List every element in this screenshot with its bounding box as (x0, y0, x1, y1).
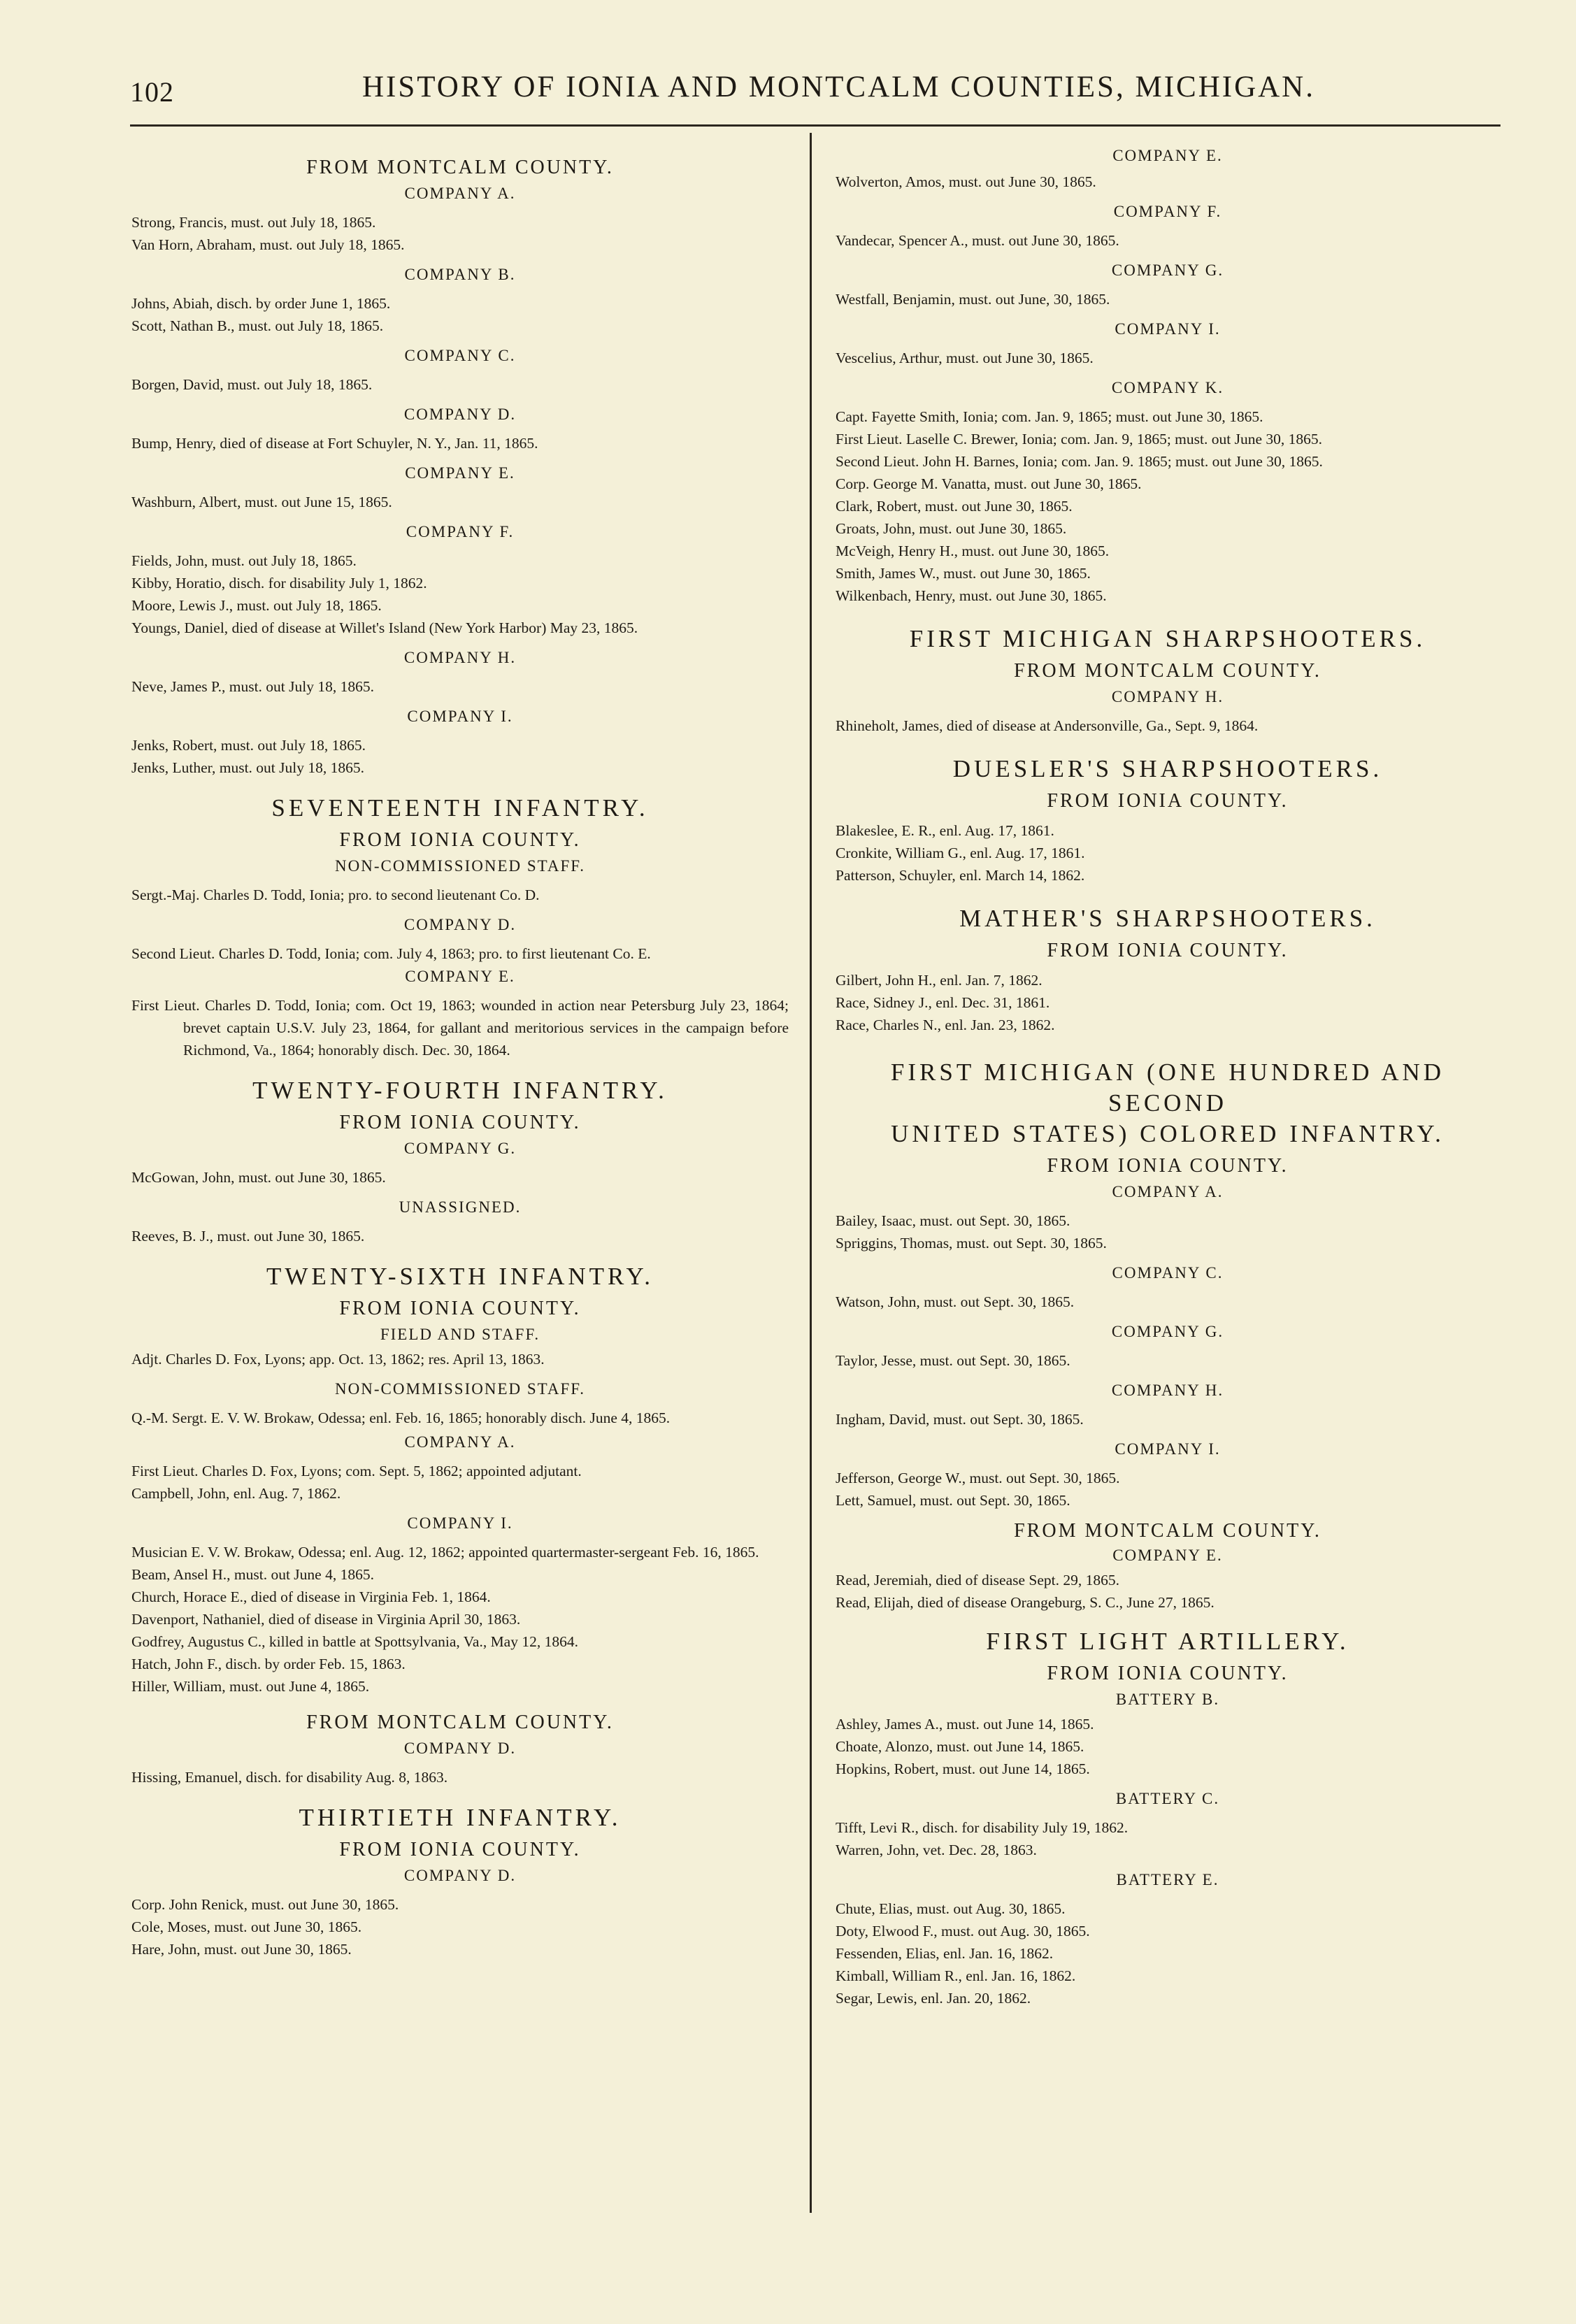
roster-entry: Borgen, David, must. out July 18, 1865. (131, 376, 373, 393)
roster-entry: Warren, John, vet. Dec. 28, 1863. (836, 1842, 1037, 1858)
roster-entry: Beam, Ansel H., must. out June 4, 1865. (131, 1566, 374, 1583)
staff-heading: NON-COMMISSIONED STAFF. (335, 1380, 585, 1398)
roster-entry: Tifft, Levi R., disch. for disability July 19, 1862. (836, 1819, 1129, 1836)
roster-entry: Kibby, Horatio, disch. for disability July 1, 1862. (131, 575, 427, 591)
roster-entry: Moore, Lewis J., must. out July 18, 1865. (131, 597, 382, 614)
regiment-heading: FIRST MICHIGAN (ONE HUNDRED AND SECOND (890, 1059, 1445, 1117)
roster-entry: Davenport, Nathaniel, died of disease in Virginia April 30, 1863. (131, 1611, 521, 1628)
company-heading: COMPANY H. (403, 649, 517, 666)
roster-entry: McVeigh, Henry H., must. out June 30, 1865. (836, 543, 1110, 559)
county-heading: FROM IONIA COUNTY. (339, 1839, 581, 1860)
roster-entry: Reeves, B. J., must. out June 30, 1865. (131, 1228, 365, 1245)
roster-entry: First Lieut. Charles D. Fox, Lyons; com. Sept. 5, 1862; appointed adjutant. (131, 1463, 582, 1479)
roster-entry: Capt. Fayette Smith, Ionia; com. Jan. 9, 1865; must. out June 30, 1865. (836, 408, 1263, 425)
roster-entry: Jenks, Robert, must. out July 18, 1865. (131, 737, 366, 754)
roster-entry: Jefferson, George W., must. out Sept. 30, 1865. (836, 1470, 1120, 1486)
county-heading: FROM IONIA COUNTY. (1047, 790, 1289, 812)
company-heading: COMPANY I. (1115, 1440, 1221, 1458)
roster-entry: McGowan, John, must. out June 30, 1865. (131, 1169, 386, 1186)
company-heading: COMPANY E. (1112, 1547, 1223, 1564)
roster-entry: Lett, Samuel, must. out Sept. 30, 1865. (836, 1492, 1070, 1509)
roster-entry: Cronkite, William G., enl. Aug. 17, 1861. (836, 845, 1085, 861)
company-heading: COMPANY I. (407, 708, 513, 725)
county-heading: FROM MONTCALM COUNTY. (306, 157, 614, 178)
battery-heading: BATTERY E. (1116, 1871, 1219, 1888)
roster-entry: Adjt. Charles D. Fox, Lyons; app. Oct. 13, 1862; res. April 13, 1863. (131, 1351, 545, 1368)
roster-entry: Race, Charles N., enl. Jan. 23, 1862. (836, 1017, 1055, 1033)
roster-entry: Westfall, Benjamin, must. out June, 30, 1865. (836, 291, 1110, 308)
column-divider (810, 133, 812, 2213)
company-heading: COMPANY E. (405, 968, 515, 985)
roster-entry: Watson, John, must. out Sept. 30, 1865. (836, 1293, 1075, 1310)
roster-entry: Choate, Alonzo, must. out June 14, 1865. (836, 1738, 1084, 1755)
roster-entry: Wolverton, Amos, must. out June 30, 1865. (836, 173, 1096, 190)
regiment-heading: DUESLER'S SHARPSHOOTERS. (952, 755, 1383, 782)
company-heading: COMPANY D. (403, 1867, 517, 1884)
header-rule (130, 124, 1500, 127)
roster-entry: Bailey, Isaac, must. out Sept. 30, 1865. (836, 1212, 1070, 1229)
company-heading: COMPANY D. (403, 406, 517, 423)
staff-heading: FIELD AND STAFF. (380, 1326, 540, 1343)
roster-entry: Hatch, John F., disch. by order Feb. 15, 1863. (131, 1656, 406, 1672)
company-heading: COMPANY D. (403, 916, 517, 933)
roster-entry: Patterson, Schuyler, enl. March 14, 1862. (836, 867, 1085, 884)
roster-entry: Second Lieut. Charles D. Todd, Ionia; com. July 4, 1863; pro. to first lieutenant Co. E. (131, 945, 651, 962)
roster-entry: Fields, John, must. out July 18, 1865. (131, 552, 357, 569)
roster-entry: Chute, Elias, must. out Aug. 30, 1865. (836, 1900, 1066, 1917)
roster-entry: Clark, Robert, must. out June 30, 1865. (836, 498, 1073, 515)
regiment-heading: FIRST LIGHT ARTILLERY. (986, 1628, 1349, 1655)
company-heading: COMPANY K. (1111, 379, 1224, 396)
roster-entry: Strong, Francis, must. out July 18, 1865. (131, 214, 376, 231)
county-heading: FROM MONTCALM COUNTY. (1014, 660, 1321, 682)
company-heading: COMPANY C. (1112, 1264, 1224, 1282)
roster-entry: Blakeslee, E. R., enl. Aug. 17, 1861. (836, 822, 1054, 839)
company-heading: COMPANY I. (407, 1514, 513, 1532)
roster-entry: Doty, Elwood F., must. out Aug. 30, 1865. (836, 1923, 1090, 1939)
regiment-heading: THIRTIETH INFANTRY. (299, 1804, 622, 1831)
roster-entry: Godfrey, Augustus C., killed in battle at Spottsylvania, Va., May 12, 1864. (131, 1633, 578, 1650)
company-heading: COMPANY F. (406, 523, 515, 540)
roster-entry: Ashley, James A., must. out June 14, 1865. (836, 1716, 1094, 1733)
roster-entry: Campbell, John, enl. Aug. 7, 1862. (131, 1485, 341, 1502)
company-heading: COMPANY C. (404, 347, 516, 364)
roster-entry: Neve, James P., must. out July 18, 1865. (131, 678, 374, 695)
regiment-heading: TWENTY-FOURTH INFANTRY. (252, 1077, 668, 1104)
company-heading: COMPANY E. (1112, 147, 1223, 164)
company-heading: COMPANY B. (404, 266, 516, 283)
regiment-heading: UNITED STATES) COLORED INFANTRY. (891, 1120, 1445, 1147)
regiment-heading: TWENTY-SIXTH INFANTRY. (266, 1263, 654, 1290)
roster-entry: Q.-M. Sergt. E. V. W. Brokaw, Odessa; enl. Feb. 16, 1865; honorably disch. June 4, 1865. (131, 1410, 671, 1426)
roster-entry: Youngs, Daniel, died of disease at Willet's Island (New York Harbor) May 23, 1865. (131, 619, 638, 636)
roster-entry: First Lieut. Charles D. Todd, Ionia; com. Oct 19, 1863; wounded in action near Petersburg July 23, 1864; brevet captain U.S.V. July 23, 1864, for gallant and meritorious services in the campaign before Richmond, Va., 1864; honorably disch. Dec. 30, 1864. (131, 997, 789, 1059)
roster-entry: Vescelius, Arthur, must. out June 30, 1865. (836, 350, 1094, 366)
roster-entry: Segar, Lewis, enl. Jan. 20, 1862. (836, 1990, 1031, 2007)
company-heading: COMPANY G. (403, 1140, 517, 1157)
roster-entry: Fessenden, Elias, enl. Jan. 16, 1862. (836, 1945, 1054, 1962)
company-heading: COMPANY G. (1111, 1323, 1224, 1340)
regiment-heading: MATHER'S SHARPSHOOTERS. (959, 905, 1376, 932)
roster-entry: Musician E. V. W. Brokaw, Odessa; enl. Aug. 12, 1862; appointed quartermaster-sergeant Feb. 16, 1865. (131, 1544, 759, 1561)
roster-entry: Vandecar, Spencer A., must. out June 30, 1865. (836, 232, 1119, 249)
roster-entry: Hare, John, must. out June 30, 1865. (131, 1941, 352, 1958)
roster-entry: Corp. John Renick, must. out June 30, 1865. (131, 1896, 399, 1913)
roster-entry: Jenks, Luther, must. out July 18, 1865. (131, 759, 364, 776)
company-heading: COMPANY A. (404, 185, 516, 202)
roster-entry: Wilkenbach, Henry, must. out June 30, 1865. (836, 587, 1107, 604)
regiment-heading: FIRST MICHIGAN SHARPSHOOTERS. (909, 625, 1426, 652)
roster-entry: Hiller, William, must. out June 4, 1865. (131, 1678, 370, 1695)
roster-entry: Read, Elijah, died of disease Orangeburg, S. C., June 27, 1865. (836, 1594, 1215, 1611)
unassigned-heading: UNASSIGNED. (399, 1198, 522, 1216)
county-heading: FROM IONIA COUNTY. (1047, 940, 1289, 961)
company-heading: COMPANY D. (403, 1740, 517, 1757)
roster-entry: Church, Horace E., died of disease in Virginia Feb. 1, 1864. (131, 1588, 491, 1605)
battery-heading: BATTERY C. (1115, 1790, 1220, 1807)
county-heading: FROM IONIA COUNTY. (339, 1298, 581, 1319)
roster-entry: Smith, James W., must. out June 30, 1865. (836, 565, 1091, 582)
roster-entry: Van Horn, Abraham, must. out July 18, 1865. (131, 236, 405, 253)
county-heading: FROM MONTCALM COUNTY. (1014, 1520, 1321, 1542)
county-heading: FROM IONIA COUNTY. (339, 1112, 581, 1133)
county-heading: FROM MONTCALM COUNTY. (306, 1712, 614, 1733)
regiment-heading: SEVENTEENTH INFANTRY. (271, 794, 649, 822)
company-heading: COMPANY A. (1112, 1183, 1224, 1200)
roster-entry: Washburn, Albert, must. out June 15, 1865. (131, 494, 392, 510)
company-heading: COMPANY A. (404, 1433, 516, 1451)
roster-entry: Spriggins, Thomas, must. out Sept. 30, 1865. (836, 1235, 1107, 1251)
roster-entry: Bump, Henry, died of disease at Fort Schuyler, N. Y., Jan. 11, 1865. (131, 435, 538, 452)
running-title: HISTORY OF IONIA AND MONTCALM COUNTIES, MICHIGAN. (362, 71, 1315, 103)
page-header (0, 0, 1576, 126)
staff-heading: NON-COMMISSIONED STAFF. (335, 857, 585, 875)
county-heading: FROM IONIA COUNTY. (1047, 1663, 1289, 1684)
roster-entry: Johns, Abiah, disch. by order June 1, 1865. (131, 295, 391, 312)
left-column (131, 133, 789, 1960)
company-heading: COMPANY F. (1113, 203, 1222, 220)
roster-entry: Gilbert, John H., enl. Jan. 7, 1862. (836, 972, 1043, 989)
company-heading: COMPANY H. (1111, 1382, 1224, 1399)
roster-entry: Sergt.-Maj. Charles D. Todd, Ionia; pro. to second lieutenant Co. D. (131, 887, 540, 903)
roster-entry: Kimball, William R., enl. Jan. 16, 1862. (836, 1967, 1076, 1984)
roster-entry: Hissing, Emanuel, disch. for disability Aug. 8, 1863. (131, 1769, 448, 1786)
roster-entry: Hopkins, Robert, must. out June 14, 1865. (836, 1760, 1090, 1777)
roster-entry: Race, Sidney J., enl. Dec. 31, 1861. (836, 994, 1050, 1011)
roster-entry: Groats, John, must. out June 30, 1865. (836, 520, 1067, 537)
right-column (836, 133, 1500, 2009)
page-number: 102 (130, 76, 174, 108)
roster-entry: Cole, Moses, must. out June 30, 1865. (131, 1918, 362, 1935)
county-heading: FROM IONIA COUNTY. (339, 829, 581, 851)
county-heading: FROM IONIA COUNTY. (1047, 1155, 1289, 1177)
company-heading: COMPANY I. (1115, 320, 1221, 338)
roster-entry: Read, Jeremiah, died of disease Sept. 29, 1865. (836, 1572, 1120, 1588)
roster-entry: Taylor, Jesse, must. out Sept. 30, 1865. (836, 1352, 1070, 1369)
roster-entry: Rhineholt, James, died of disease at Andersonville, Ga., Sept. 9, 1864. (836, 717, 1259, 734)
company-heading: COMPANY E. (405, 464, 515, 482)
company-heading: COMPANY H. (1111, 688, 1224, 705)
roster-entry: First Lieut. Laselle C. Brewer, Ionia; com. Jan. 9, 1865; must. out June 30, 1865. (836, 431, 1322, 447)
roster-entry: Ingham, David, must. out Sept. 30, 1865. (836, 1411, 1084, 1428)
battery-heading: BATTERY B. (1115, 1691, 1220, 1708)
roster-entry: Scott, Nathan B., must. out July 18, 1865. (131, 317, 384, 334)
roster-entry: Corp. George M. Vanatta, must. out June 30, 1865. (836, 475, 1142, 492)
company-heading: COMPANY G. (1111, 261, 1224, 279)
roster-entry: Second Lieut. John H. Barnes, Ionia; com. Jan. 9. 1865; must. out June 30, 1865. (836, 453, 1323, 470)
